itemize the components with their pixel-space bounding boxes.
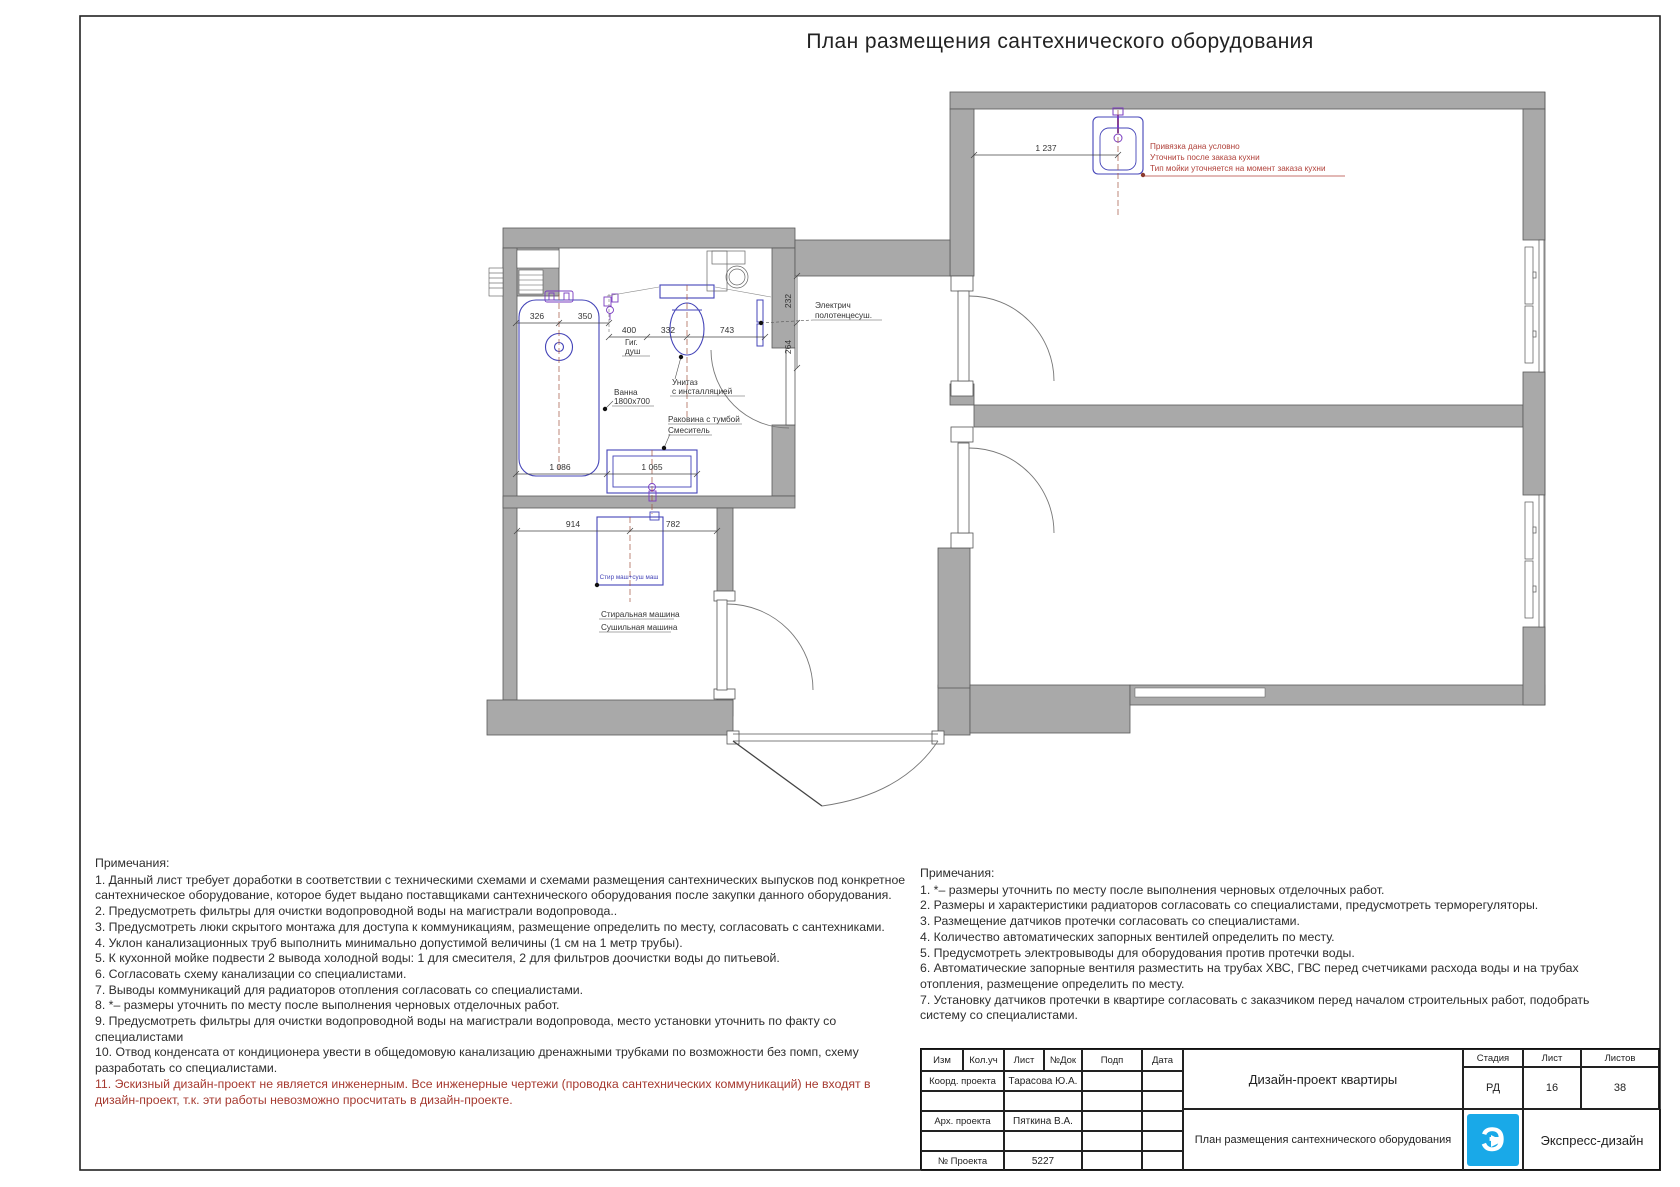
tb-empty-cell (1082, 1091, 1142, 1111)
tb-empty-cell (1142, 1111, 1183, 1131)
label-toilet-2: с инсталляцией (672, 387, 733, 396)
tb-arch-value: Пяткина В.А. (1004, 1111, 1082, 1131)
tb-col-list: Лист (1004, 1049, 1044, 1071)
dim-laundry-a: 914 (565, 519, 581, 529)
note-item: 1. Данный лист требует доработки в соответствии с техническими схемами и схемами размещения сантехнических выпусков под конкретное сантехническое оборудование, которое будет выдано поставщиками сантехнического оборудования после закупки данного оборудования. (95, 872, 906, 903)
label-bath-1: Ванна (614, 388, 638, 397)
tb-empty-cell (921, 1131, 1004, 1151)
note-item: 2. Размеры и характеристики радиаторов согласовать со специалистами, предусмотреть терморегуляторы. (920, 898, 1539, 913)
dim-toilet-a: 332 (660, 325, 676, 335)
note-item: 3. Размещение датчиков протечки согласовать со специалистами. (920, 914, 1300, 929)
dim-towel-a: 232 (783, 293, 793, 309)
notes-left (95, 856, 917, 1108)
kitchen-note-line-3: Тип мойки уточняется на момент заказа кухни (1150, 164, 1326, 173)
tb-stage-label: Стадия (1463, 1049, 1523, 1067)
bath-leader-dot (603, 407, 607, 411)
label-toilet-1: Унитаз (672, 378, 698, 387)
label-gig-2: душ (625, 347, 641, 356)
dim-toilet-b: 743 (719, 325, 735, 335)
dim-laundry-b: 782 (665, 519, 681, 529)
label-towel-2: полотенцесуш. (815, 311, 872, 320)
dim-sink-b: 1 065 (641, 462, 663, 472)
sink-leader-dot (662, 446, 666, 450)
tb-empty-cell (1004, 1131, 1082, 1151)
window-1 (1525, 240, 1544, 372)
dim-shower: 400 (621, 325, 637, 335)
tb-sheets-total: 38 (1581, 1067, 1659, 1109)
page-title: План размещения сантехнического оборудования (806, 30, 1314, 53)
tb-koord-value: Тарасова Ю.А. (1004, 1071, 1082, 1091)
note-item: 10. Отвод конденсата от кондиционера увести в общедомовую канализацию дренажными трубками по возможности без помп, схему разработать со специалистами. (95, 1045, 859, 1076)
tb-empty-cell (1004, 1091, 1082, 1111)
tb-col-podp: Подп (1082, 1049, 1142, 1071)
notes-right (920, 866, 1620, 1024)
tb-logo-cell (1463, 1109, 1523, 1171)
tb-empty-cell (1082, 1131, 1142, 1151)
note-item: 7. Выводы коммуникаций для радиаторов отопления согласовать со специалистами. (95, 982, 584, 997)
note-item: 8. *– размеры уточнить по месту после выполнения черновых отделочных работ. (95, 998, 560, 1013)
note-item: 7. Установку датчиков протечки в квартире согласовать с заказчиком перед началом строительных работ, подобрать систему со специалистами. (920, 992, 1590, 1023)
washer-leader-dot (595, 583, 599, 587)
tb-col-ndok: №Док (1044, 1049, 1082, 1071)
note-item: 4. Количество автоматических запорных вентилей определить по месту. (920, 929, 1335, 944)
tb-arch-label: Арх. проекта (921, 1111, 1004, 1131)
label-sink-2: Смеситель (668, 426, 710, 435)
company-logo (1467, 1114, 1519, 1166)
tb-project-label: № Проекта (921, 1151, 1004, 1171)
kitchen-note-line-2: Уточнить после заказа кухни (1150, 153, 1260, 162)
tb-col-data: Дата (1142, 1049, 1183, 1071)
logo-arrow-icon (1491, 1135, 1503, 1147)
note-item: 9. Предусмотреть фильтры для очистки водопроводной воды на магистрали водопровода, место установки уточнить по факту со специалистами (95, 1014, 837, 1044)
walls (487, 92, 1545, 735)
note-item: 2. Предусмотреть фильтры для очистки водопроводной воды на магистрали водопровода.. (95, 904, 618, 919)
tb-koord-label: Коорд. проекта (921, 1071, 1004, 1091)
tb-empty-cell (1082, 1071, 1142, 1091)
label-washer-box: Стир маш+суш маш (599, 574, 659, 581)
note-item: 3. Предусмотреть люки скрытого монтажа для доступа к коммуникациям, размещение определить по месту, согласовать с сантехниками. (95, 919, 885, 934)
note-item-red: 11. Эскизный дизайн-проект не является инженерным. Все инженерные чертежи (проводка сантехнических коммуникаций) не входят в дизайн-проект, т.к. эти работы невозможно просчитать в дизайн-проекте. (95, 1076, 871, 1107)
tb-project-value: 5227 (1004, 1151, 1082, 1171)
tb-empty-cell (1142, 1091, 1183, 1111)
kitchen-note-line-1: Привязка дана условно (1150, 142, 1240, 151)
dim-towel-b: 264 (783, 339, 793, 355)
tb-sheet-number: 16 (1523, 1067, 1581, 1109)
tb-sheet-label: Лист (1523, 1049, 1581, 1067)
tb-stage-value: РД (1463, 1067, 1523, 1109)
tb-empty-cell (1142, 1071, 1183, 1091)
logo-letter-icon: Э (1480, 1121, 1506, 1159)
note-item: 1. *– размеры уточнить по месту после выполнения черновых отделочных работ. (920, 882, 1385, 897)
label-towel-1: Электрич (815, 301, 851, 310)
tb-empty-cell (1142, 1131, 1183, 1151)
kitchen-annotation (1141, 142, 1345, 177)
tb-empty-cell (1082, 1151, 1142, 1171)
tb-company-name: Экспресс-дизайн (1523, 1109, 1661, 1171)
note-item: 6. Автоматические запорные вентиля разместить на трубах ХВС, ГВС перед счетчиками расхода воды и на трубах отопления, размещение определить по месту. (920, 961, 1579, 991)
wall-niche (1135, 688, 1265, 697)
toilet-leader-dot (679, 355, 683, 359)
tb-sheet-title: План размещения сантехнического оборудования (1183, 1109, 1463, 1171)
note-item: 4. Уклон канализационных труб выполнить минимально допустимой величины (1 см на 1 метр трубы). (95, 935, 683, 950)
title-block (920, 1048, 1660, 1170)
hygienic-shower (604, 294, 618, 320)
tb-col-koluch: Кол.уч (963, 1049, 1004, 1071)
dim-sink-a: 1 086 (549, 462, 571, 472)
note-item: 6. Согласовать схему канализации со специалистами. (95, 966, 407, 981)
label-laundry-2: Сушильная машина (601, 623, 678, 632)
tb-project-title: Дизайн-проект квартиры (1183, 1049, 1463, 1109)
label-sink-1: Раковина с тумбой (668, 415, 740, 424)
installation-lines (607, 287, 771, 297)
label-bath-2: 1800х700 (614, 397, 650, 406)
dim-bath-a: 326 (529, 311, 545, 321)
tb-empty-cell (921, 1091, 1004, 1111)
towel-leader-dot (759, 321, 763, 325)
window-2 (1525, 495, 1544, 627)
label-laundry-1: Стиральная машина (601, 610, 680, 619)
tb-sheets-label: Листов (1581, 1049, 1659, 1067)
dimension-lines (513, 152, 1121, 534)
note-item: 5. К кухонной мойке подвести 2 вывода холодной воды: 1 для смесителя, 2 для фильтров доочистки воды до питьевой. (95, 951, 780, 966)
notes-left-heading: Примечания: (95, 856, 170, 870)
notes-right-heading: Примечания: (920, 866, 995, 880)
tb-empty-cell (1142, 1151, 1183, 1171)
dim-bath-b: 350 (577, 311, 593, 321)
dim-kitchen: 1 237 (1035, 143, 1057, 153)
label-gig-1: Гиг. (625, 338, 638, 347)
tb-col-izm: Изм (921, 1049, 963, 1071)
note-item: 5. Предусмотреть электровыводы для оборудования против протечки воды. (920, 945, 1355, 960)
tb-empty-cell (1082, 1111, 1142, 1131)
